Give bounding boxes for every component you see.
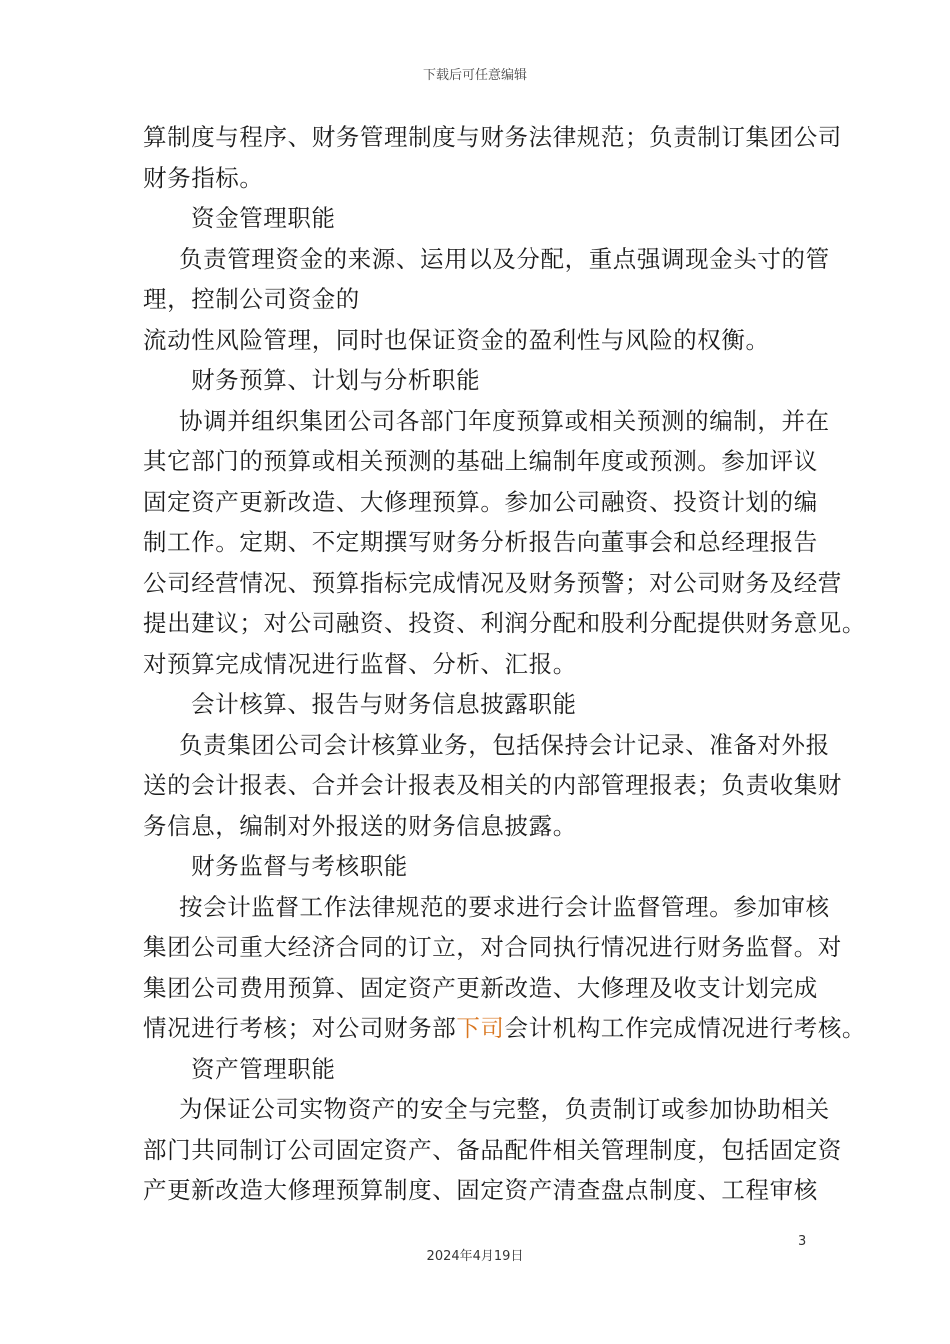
paragraph-line: 公司经营情况、预算指标完成情况及财务预警；对公司财务及经营 xyxy=(143,568,842,597)
section-heading-fund-management: 资金管理职能 xyxy=(191,204,336,232)
page-number: 3 xyxy=(798,1234,807,1249)
paragraph-line: 制工作。定期、不定期撰写财务分析报告向董事会和总经理报告 xyxy=(143,528,818,556)
section-heading-accounting: 会计核算、报告与财务信息披露职能 xyxy=(191,690,577,718)
document-body xyxy=(143,117,867,1211)
footer-date: 2024年4月19日 xyxy=(426,1249,524,1264)
line-text: 情况进行考核；对公司财务部 xyxy=(143,1014,457,1042)
paragraph-line: 算制度与程序、财务管理制度与财务法律规范；负责制订集团公司 xyxy=(143,123,842,151)
section-heading-supervision: 财务监督与考核职能 xyxy=(191,852,408,880)
paragraph-line: 为保证公司实物资产的安全与完整，负责制订或参加协助相关 xyxy=(179,1095,830,1123)
paragraph-line: 提出建议；对公司融资、投资、利润分配和股利分配提供财务意见。 xyxy=(143,609,866,637)
highlighted-text: 下司 xyxy=(456,1014,505,1042)
paragraph-line: 流动性风险管理，同时也保证资金的盈利性与风险的权衡。 xyxy=(143,325,770,354)
paragraph-line: 集团公司费用预算、固定资产更新改造、大修理及收支计划完成 xyxy=(143,973,818,1002)
section-heading-asset-management: 资产管理职能 xyxy=(191,1054,336,1083)
paragraph-line: 送的会计报表、合并会计报表及相关的内部管理报表；负责收集财 xyxy=(143,771,842,799)
section-heading-budget: 财务预算、计划与分析职能 xyxy=(191,366,481,394)
paragraph-line: 负责集团公司会计核算业务，包括保持会计记录、准备对外报 xyxy=(179,730,830,759)
paragraph-line: 协调并组织集团公司各部门年度预算或相关预测的编制，并在 xyxy=(179,406,830,435)
paragraph-line xyxy=(143,1008,867,1049)
paragraph-line: 部门共同制订公司固定资产、备品配件相关管理制度，包括固定资 xyxy=(143,1135,842,1164)
page-header: 下载后可任意编辑 xyxy=(422,68,527,83)
paragraph-line: 理，控制公司资金的 xyxy=(143,285,360,313)
paragraph-line: 集团公司重大经济合同的订立，对合同执行情况进行财务监督。对 xyxy=(143,933,842,961)
paragraph-line: 产更新改造大修理预算制度、固定资产清查盘点制度、工程审核 xyxy=(143,1176,818,1204)
paragraph-line: 对预算完成情况进行监督、分析、汇报。 xyxy=(143,649,577,678)
line-text: 会计机构工作完成情况进行考核。 xyxy=(504,1014,867,1042)
paragraph-line: 固定资产更新改造、大修理预算。参加公司融资、投资计划的编 xyxy=(143,487,818,516)
paragraph-line: 财务指标。 xyxy=(143,163,264,192)
paragraph-line: 其它部门的预算或相关预测的基础上编制年度或预测。参加评议 xyxy=(143,447,818,475)
paragraph-line: 负责管理资金的来源、运用以及分配，重点强调现金头寸的管 xyxy=(179,244,830,273)
paragraph-line: 按会计监督工作法律规范的要求进行会计监督管理。参加审核 xyxy=(179,892,830,921)
paragraph-line: 务信息，编制对外报送的财务信息披露。 xyxy=(143,811,577,840)
